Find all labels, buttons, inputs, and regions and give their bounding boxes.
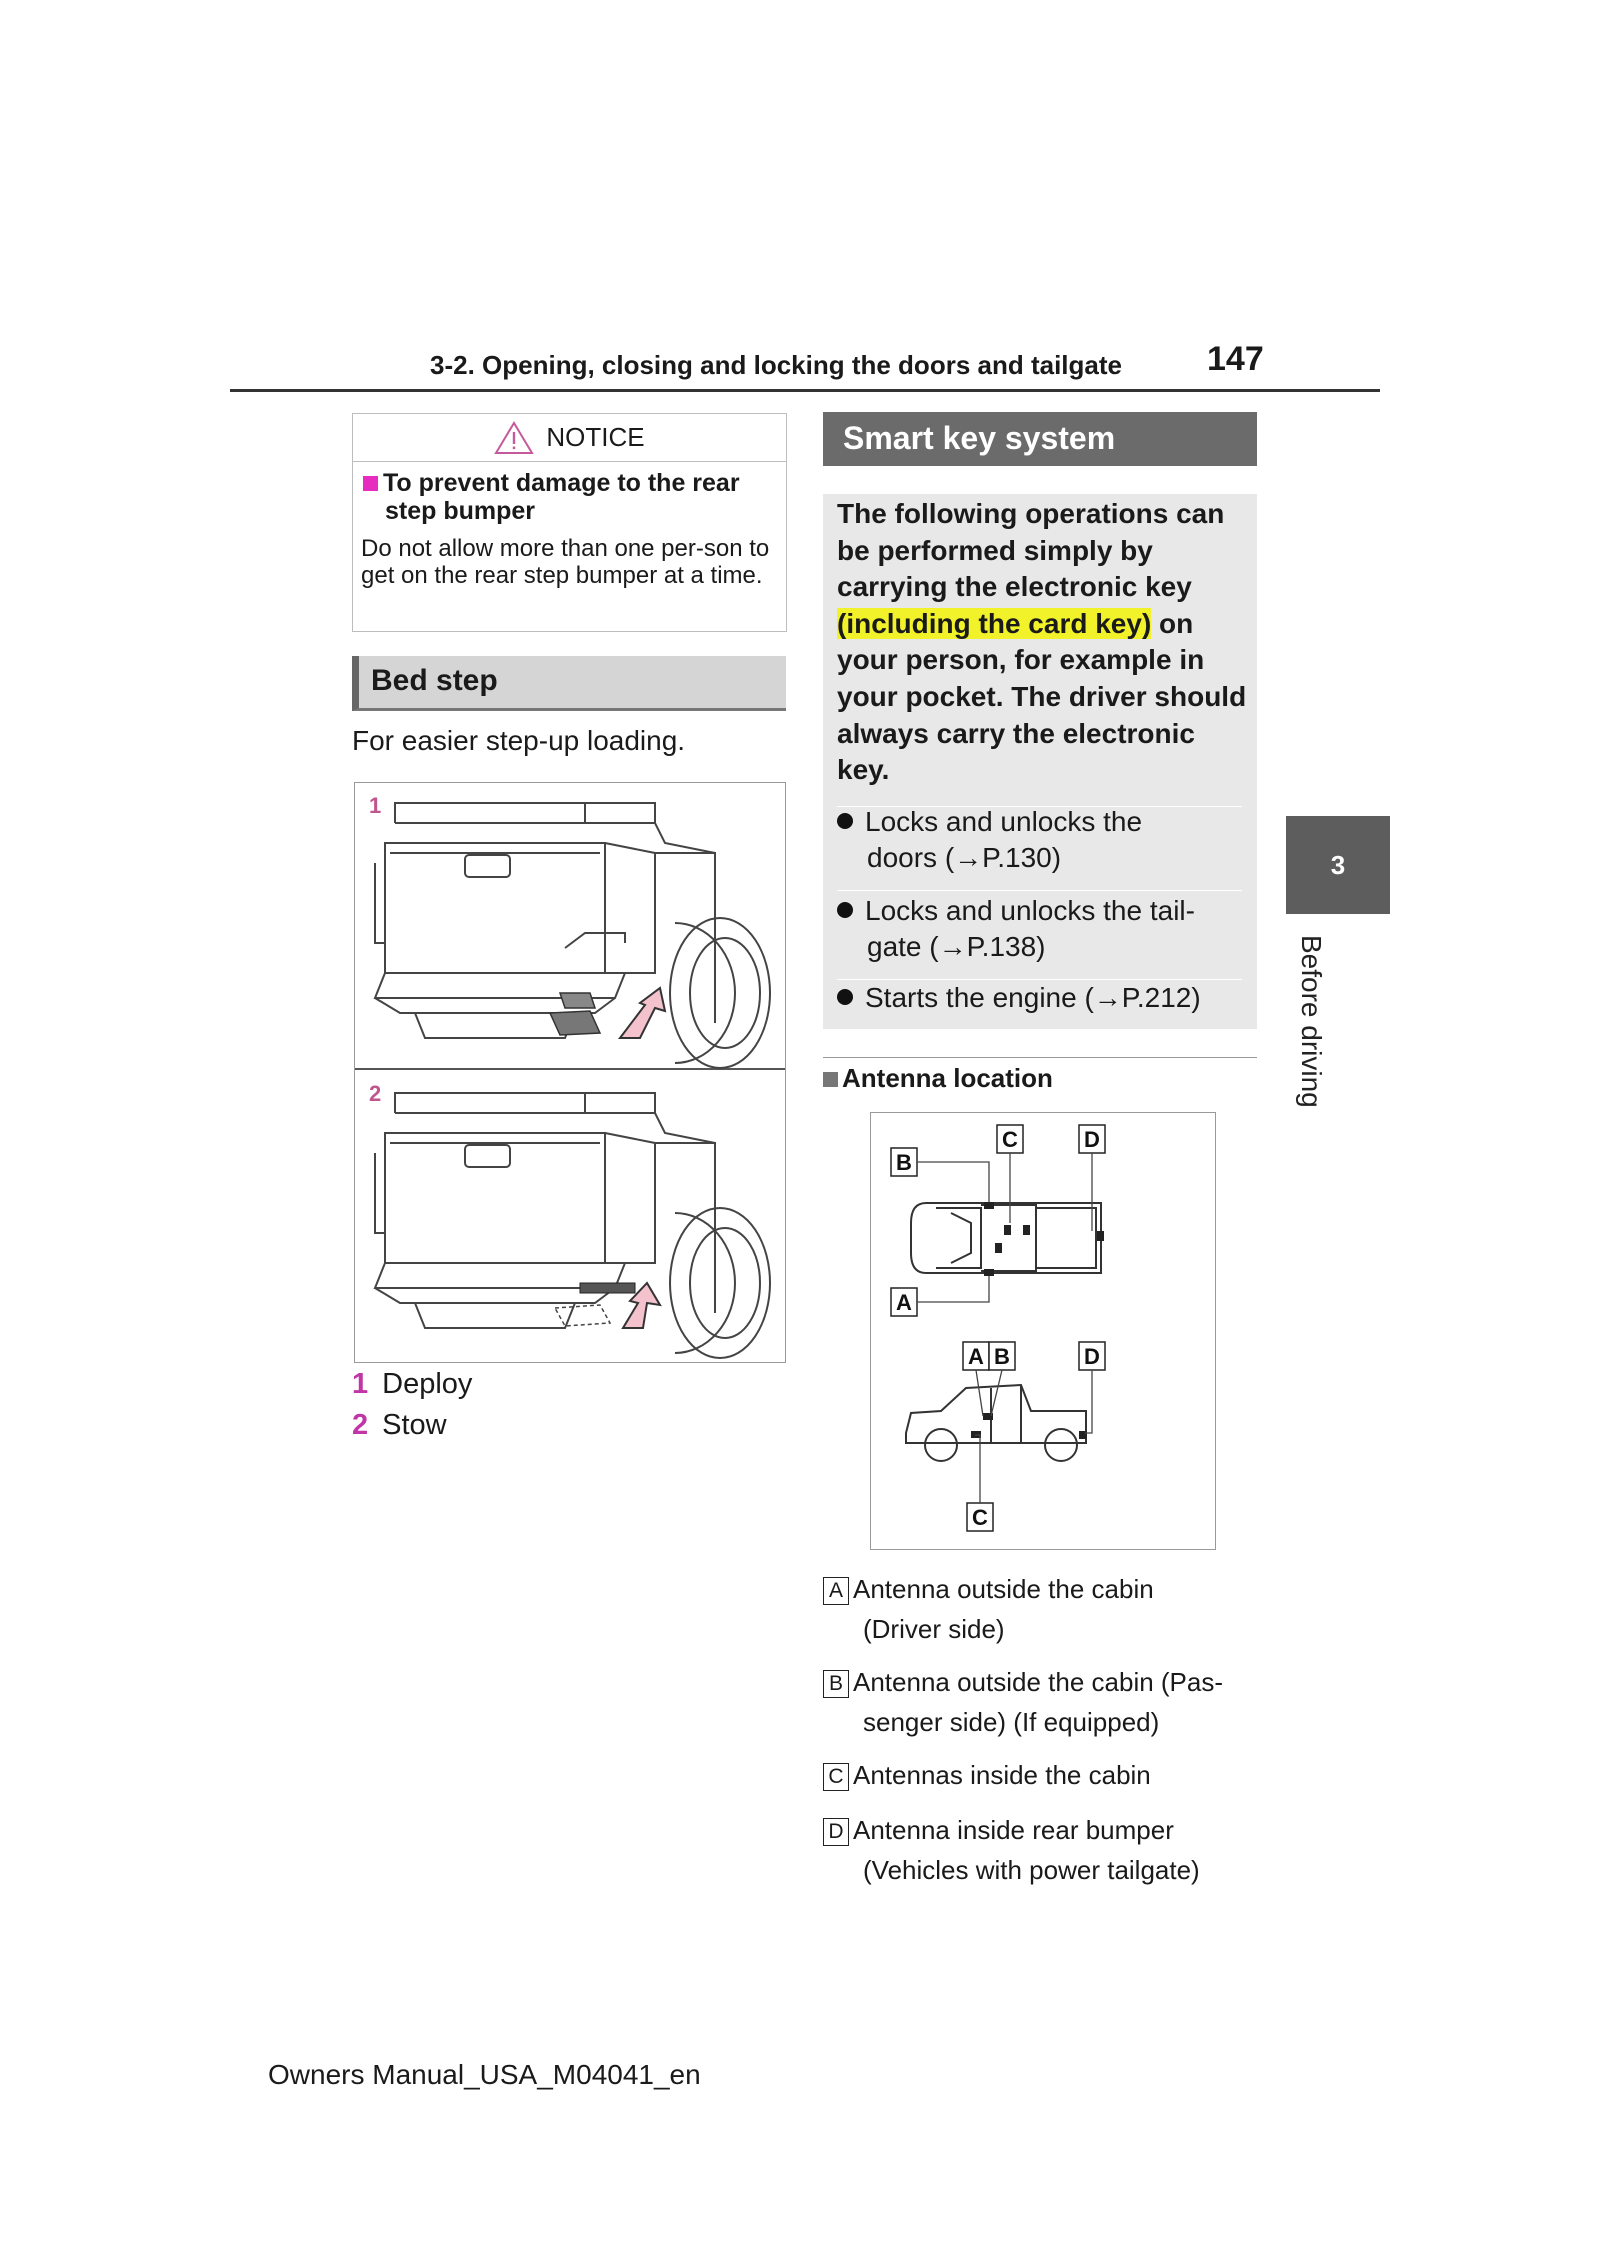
bullet-icon: [837, 902, 853, 918]
step-deployed: [550, 988, 665, 1038]
operation-line2: doors (→P.130): [867, 842, 1062, 873]
intro-text-before: The following operations can be performed simply by carrying the electronic key: [837, 498, 1225, 603]
antenna-desc-line1: Antenna outside the cabin: [853, 1574, 1154, 1604]
truck-top-view: [911, 1203, 1101, 1273]
bed-step-heading: [352, 656, 786, 711]
notice-subtitle-line2: step bumper: [385, 497, 536, 525]
label-c-side: C: [972, 1505, 988, 1530]
notice-subtitle-line1: To prevent damage to the rear: [383, 469, 740, 497]
legend-num-2: 2: [352, 1409, 369, 1441]
antenna-desc-line1: Antennas inside the cabin: [853, 1760, 1151, 1790]
header-rule: [230, 389, 1380, 392]
antenna-title-text: Antenna location: [842, 1063, 1053, 1093]
legend-label-deploy: Deploy: [382, 1368, 473, 1400]
bed-step-heading-text: Bed step: [371, 664, 498, 697]
antenna-title: [823, 1063, 1053, 1094]
magenta-square-icon: [363, 476, 378, 491]
page-number: 147: [1207, 340, 1264, 378]
legend-label-stow: Stow: [382, 1409, 447, 1441]
antenna-desc-line2: (Driver side): [863, 1614, 1005, 1644]
legend-item-stow: [352, 1409, 447, 1442]
footer-text: Owners Manual_USA_M04041_en: [268, 2059, 701, 2090]
notice-title: NOTICE: [546, 422, 645, 452]
legend-item-deploy: [352, 1368, 472, 1401]
label-d-side: D: [1084, 1344, 1100, 1369]
notice-subtitle: [363, 469, 740, 525]
operation-item-engine: [837, 980, 1247, 1016]
legend-num-1: 1: [352, 1368, 369, 1400]
antenna-desc-line2: senger side) (If equipped): [863, 1707, 1160, 1737]
smart-key-heading: [823, 412, 1257, 466]
notice-box: [352, 413, 787, 632]
figure-label-1: 1: [369, 793, 382, 818]
label-b-side: B: [994, 1344, 1010, 1369]
antenna-desc-line2: (Vehicles with power tailgate): [863, 1855, 1200, 1885]
antenna-rule: [823, 1057, 1257, 1058]
intro-highlight: (including the card key): [837, 607, 1152, 639]
truck-stow-drawing: [375, 1093, 770, 1358]
running-header: 3-2. Opening, closing and locking the doors and tailgate: [430, 350, 1122, 380]
key-box: A: [823, 1577, 849, 1605]
antenna-list-item-d: [823, 1810, 1200, 1890]
step-stowed: [555, 1283, 660, 1328]
bed-step-figure: [354, 782, 786, 1363]
operation-line1: Locks and unlocks the tail-: [865, 895, 1195, 926]
gray-square-icon: [823, 1072, 838, 1087]
label-c-top: C: [1002, 1127, 1018, 1152]
chapter-tab: 3: [1286, 816, 1390, 914]
notice-header: [353, 414, 786, 462]
operation-line1: Starts the engine (→P.212): [865, 982, 1201, 1013]
notice-text: Do not allow more than one per-son to get on the rear step bumper at a time.: [361, 535, 770, 589]
antenna-list-item-b: [823, 1662, 1223, 1742]
label-a-top: A: [896, 1290, 912, 1315]
bullet-icon: [837, 813, 853, 829]
operation-item-tailgate: [837, 893, 1247, 965]
separator: [837, 890, 1242, 891]
chapter-label: Before driving: [1296, 935, 1327, 1108]
intro-text-after: on your person, for example in your pocket. The driver should always carry the electronic key.: [837, 607, 1247, 786]
label-d-top: D: [1084, 1127, 1100, 1152]
smart-key-summary-box: [823, 494, 1257, 1029]
antenna-markers-top: [984, 1202, 1104, 1276]
antenna-desc-line1: Antenna outside the cabin (Pas-: [853, 1667, 1224, 1697]
antenna-list-item-a: [823, 1569, 1154, 1649]
operation-line1: Locks and unlocks the: [865, 806, 1143, 837]
bed-step-intro: For easier step-up loading.: [352, 725, 686, 756]
figure-label-2: 2: [369, 1081, 382, 1106]
bullet-icon: [837, 989, 853, 1005]
antenna-figure: [870, 1112, 1216, 1550]
smart-key-heading-text: Smart key system: [843, 420, 1116, 456]
operation-line2: gate (→P.138): [867, 931, 1046, 962]
smart-key-intro: [837, 496, 1247, 789]
warning-triangle-icon: [494, 421, 534, 455]
key-box: B: [823, 1670, 849, 1698]
antenna-desc-line1: Antenna inside rear bumper: [853, 1815, 1174, 1845]
label-b-top: B: [896, 1150, 912, 1175]
key-box: D: [823, 1818, 849, 1846]
key-box: C: [823, 1763, 849, 1791]
antenna-location-diagram: [871, 1113, 1215, 1549]
antenna-list-item-c: [823, 1755, 1151, 1795]
truck-rear-illustration: [355, 783, 785, 1362]
label-a-side: A: [968, 1344, 984, 1369]
operation-item-doors: [837, 804, 1247, 876]
antenna-markers-side: [971, 1413, 1087, 1439]
